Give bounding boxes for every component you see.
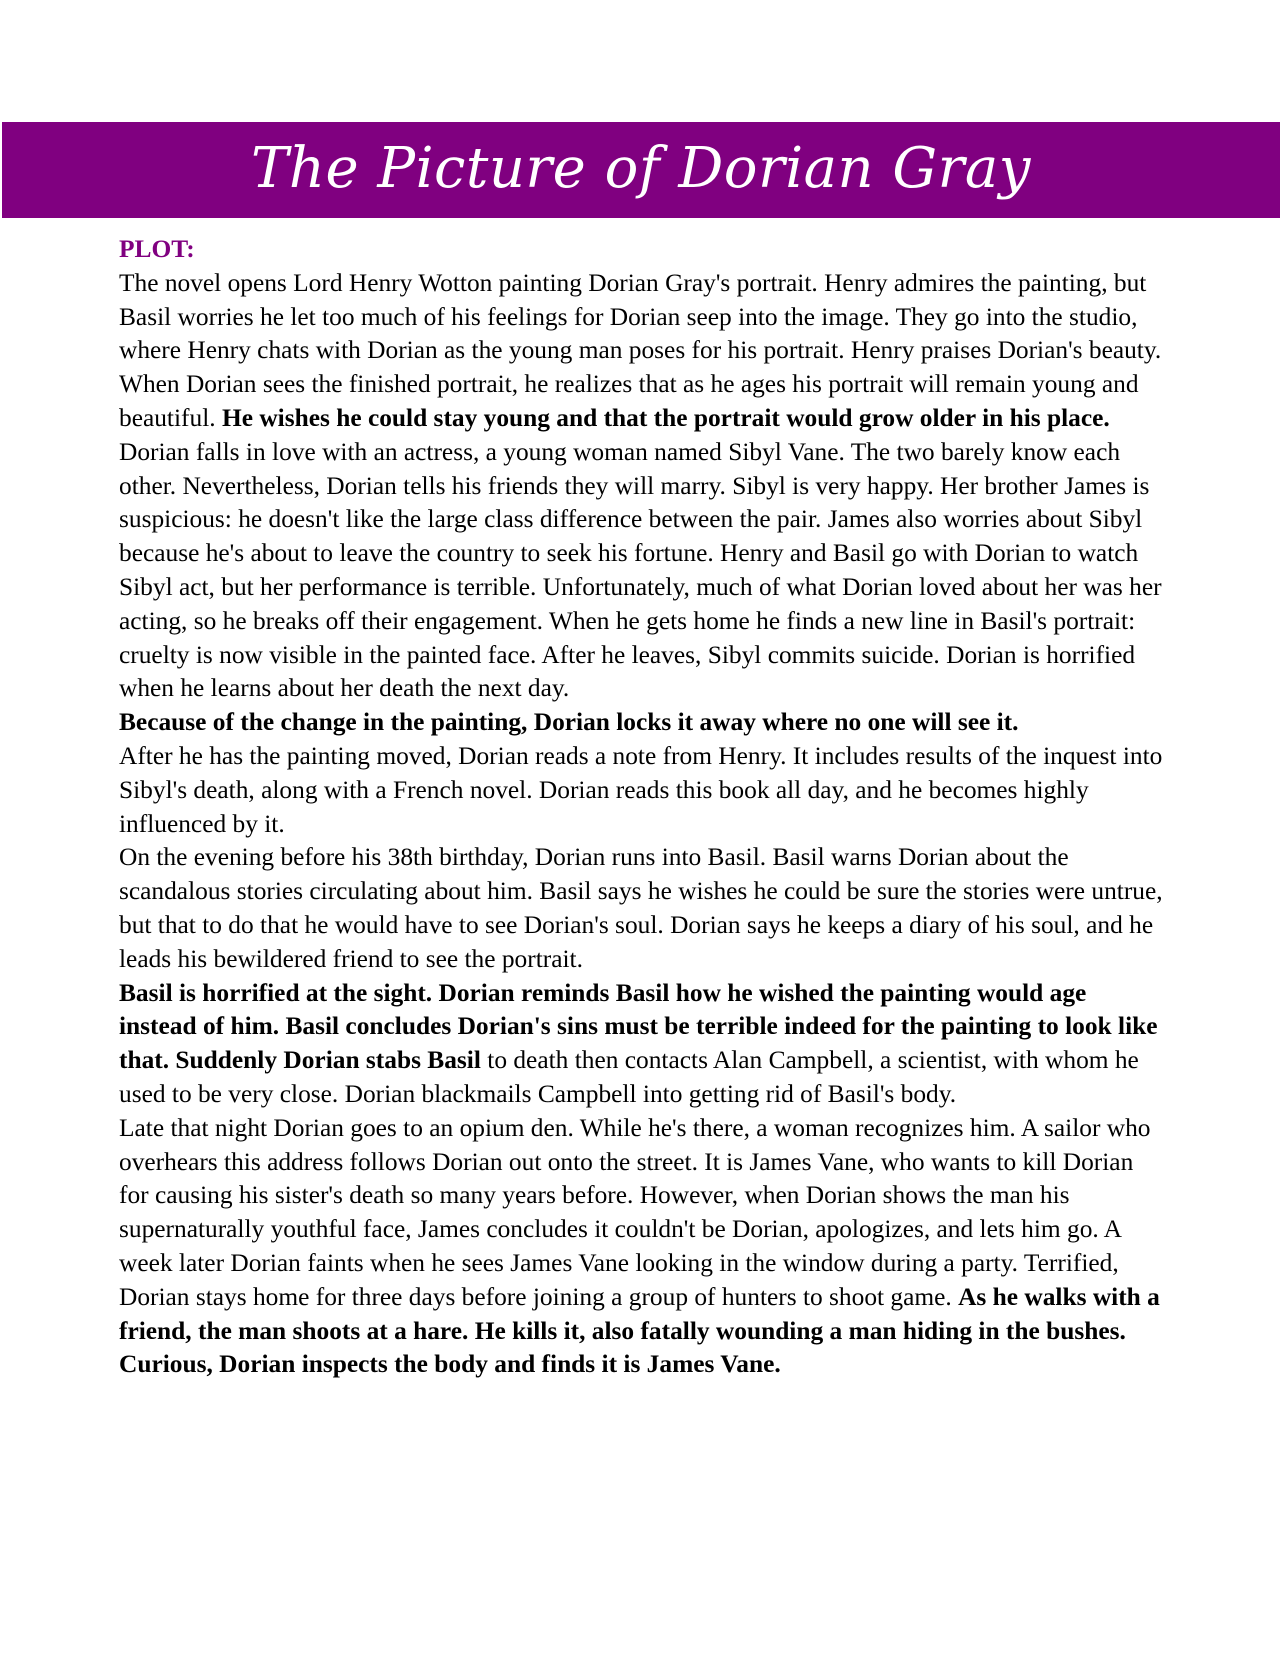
paragraph-text: Dorian falls in love with an actress, a young woman named Sibyl Vane. The two barely know each other. Nevertheless, Dorian tells his friends they will marry. Sibyl is very happy. Her brother James is suspicious: he doesn't like the large class difference between the pair. James also worries about Sibyl because he's about to leave the country to seek his fortune. Henry and Basil go with Dorian to watch Sibyl act, but her performance is terrible. Unfortunately, much of what Dorian loved about her was her acting, so he breaks off their engagement. When he gets home he finds a new line in Basil's portrait: cruelty is now visible in the painted face. After he leaves, Sibyl commits suicide. Dorian is horrified when he learns about her death the next day. (119, 437, 1162, 703)
paragraph-bold-text: Basil is horrified at the sight. Dorian reminds Basil how he wished the painting would age instead of him. Basil concludes Dorian's sins must be terrible indeed for the painting to look like that. Suddenly Dorian stabs Basil (119, 978, 1158, 1075)
plot-paragraph-3 (119, 740, 1169, 841)
paragraph-bold-text: He wishes he could stay young and that the portrait would grow older in his place. (221, 403, 1110, 432)
paragraph-text: Late that night Dorian goes to an opium den. While he's there, a woman recognizes him. A sailor who overhears this address follows Dorian out onto the street. It is James Vane, who wants to kill Dorian for causing his sister's death so many years before. However, when Dorian shows the man his supernaturally youthful face, James concludes it couldn't be Dorian, apologizes, and lets him go. A week later Dorian faints when he sees James Vane looking in the window during a party. Terrified, Dorian stays home for three days before joining a group of hunters to shoot game. (119, 1113, 1151, 1311)
plot-paragraph-5 (119, 1112, 1169, 1382)
title-banner (2, 122, 1280, 218)
page-title: The Picture of Dorian Gray (251, 135, 1031, 201)
plot-paragraph-1 (119, 267, 1169, 436)
plot-paragraph-4 (119, 841, 1169, 976)
section-heading-plot: PLOT: (119, 235, 195, 263)
paragraph-text: to death then contacts Alan Campbell, a scientist, with whom he used to be very close. Dorian blackmails Campbell into getting rid of Basil's body. (119, 1046, 1139, 1108)
paragraph-text: The novel opens Lord Henry Wotton painting Dorian Gray's portrait. Henry admires the painting, but Basil worries he let too much of his feelings for Dorian seep into the image. They go into the studio, where Henry chats with Dorian as the young man poses for his portrait. Henry praises Dorian's beauty. When Dorian sees the finished portrait, he realizes that as he ages his portrait will remain young and beautiful. (119, 268, 1162, 432)
plot-paragraph-2 (119, 436, 1169, 706)
paragraph-bold-text: As he walks with a friend, the man shoots at a hare. He kills it, also fatally wounding a man hiding in the bushes. Curious, Dorian inspects the body and finds it is James Vane. (119, 1282, 1160, 1379)
paragraph-text: On the evening before his 38th birthday, Dorian runs into Basil. Basil warns Dorian about the scandalous stories circulating about him. Basil says he wishes he could be sure the stories were untrue, but that to do that he would have to see Dorian's soul. Dorian says he keeps a diary of his soul, and he leads his bewildered friend to see the portrait. (119, 843, 1163, 973)
plot-section (119, 233, 1169, 1382)
plot-paragraph-3-heading (119, 706, 1169, 740)
plot-paragraph-4-continued (119, 977, 1169, 1112)
paragraph-text: After he has the painting moved, Dorian reads a note from Henry. It includes results of the inquest into Sibyl's death, along with a French novel. Dorian reads this book all day, and he becomes highly influenced by it. (119, 741, 1163, 838)
paragraph-bold-text: Because of the change in the painting, Dorian locks it away where no one will see it. (119, 708, 1019, 737)
